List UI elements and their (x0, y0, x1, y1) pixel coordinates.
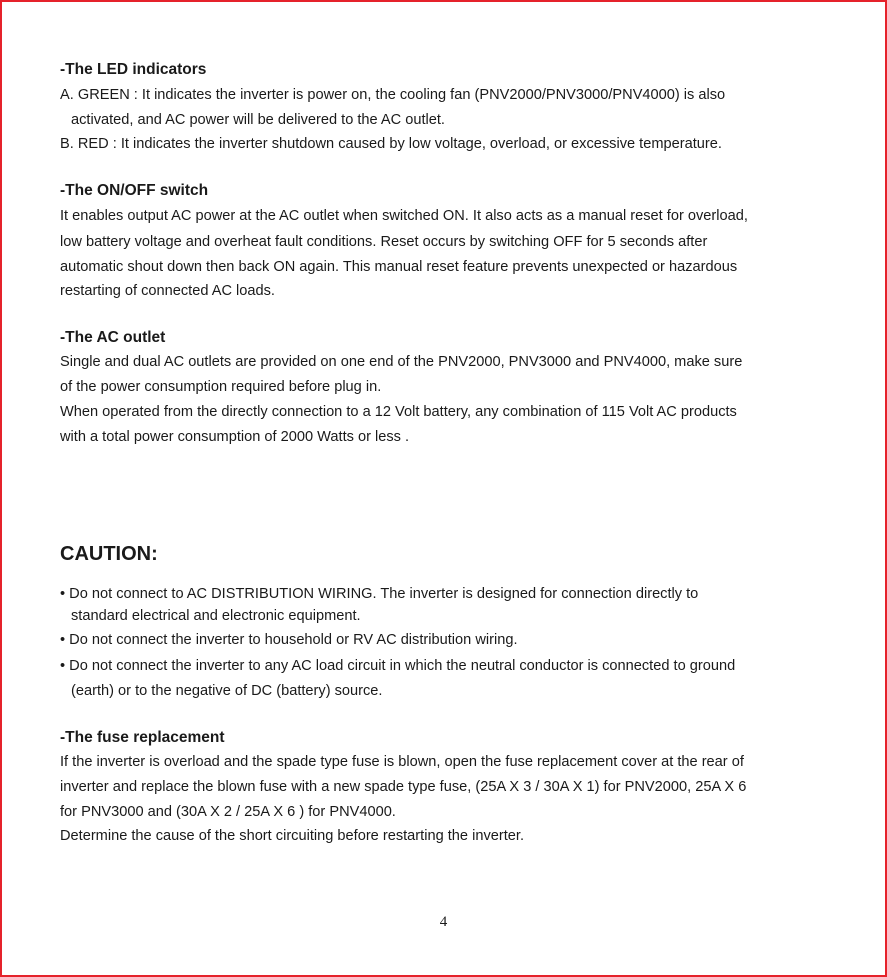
caution-item: (earth) or to the negative of DC (battery) source. (71, 683, 383, 699)
led-line: B. RED : It indicates the inverter shutdown caused by low voltage, overload, or excessive temperature. (60, 136, 722, 152)
caution-item: standard electrical and electronic equipment. (71, 608, 361, 624)
switch-line: restarting of connected AC loads. (60, 283, 275, 299)
outlet-line: Single and dual AC outlets are provided on one end of the PNV2000, PNV3000 and PNV4000, make sure (60, 354, 743, 370)
caution-item: • Do not connect to AC DISTRIBUTION WIRING. The inverter is designed for connection directly to (60, 586, 699, 602)
switch-line: automatic shout down then back ON again. This manual reset feature prevents unexpected or hazardous (60, 259, 738, 275)
switch-line: low battery voltage and overheat fault conditions. Reset occurs by switching OFF for 5 seconds after (60, 234, 708, 250)
caution-heading: CAUTION: (60, 543, 158, 565)
outlet-line: of the power consumption required before plug in. (60, 379, 382, 395)
led-line: activated, and AC power will be delivered to the AC outlet. (71, 112, 445, 128)
led-line: A. GREEN : It indicates the inverter is power on, the cooling fan (PNV2000/PNV3000/PNV4000) is also (60, 87, 726, 103)
fuse-heading: -The fuse replacement (60, 729, 225, 746)
outlet-heading: -The AC outlet (60, 329, 166, 346)
caution-item: • Do not connect the inverter to household or RV AC distribution wiring. (60, 632, 518, 648)
outlet-line: When operated from the directly connection to a 12 Volt battery, any combination of 115 Volt AC products (60, 404, 737, 420)
caution-item: • Do not connect the inverter to any AC load circuit in which the neutral conductor is connected to ground (60, 658, 736, 674)
led-heading: -The LED indicators (60, 61, 207, 78)
page-number: 4 (439, 914, 448, 930)
switch-line: It enables output AC power at the AC outlet when switched ON. It also acts as a manual reset for overload, (60, 208, 748, 224)
fuse-line: for PNV3000 and (30A X 2 / 25A X 6 ) for PNV4000. (60, 804, 396, 820)
fuse-line: If the inverter is overload and the spade type fuse is blown, open the fuse replacement cover at the rear of (60, 754, 744, 770)
fuse-line: inverter and replace the blown fuse with a new spade type fuse, (25A X 3 / 30A X 1) for PNV2000, 25A X 6 (60, 779, 747, 795)
switch-heading: -The ON/OFF switch (60, 182, 209, 199)
fuse-line: Determine the cause of the short circuiting before restarting the inverter. (60, 828, 524, 844)
outlet-line: with a total power consumption of 2000 Watts or less . (60, 429, 410, 445)
